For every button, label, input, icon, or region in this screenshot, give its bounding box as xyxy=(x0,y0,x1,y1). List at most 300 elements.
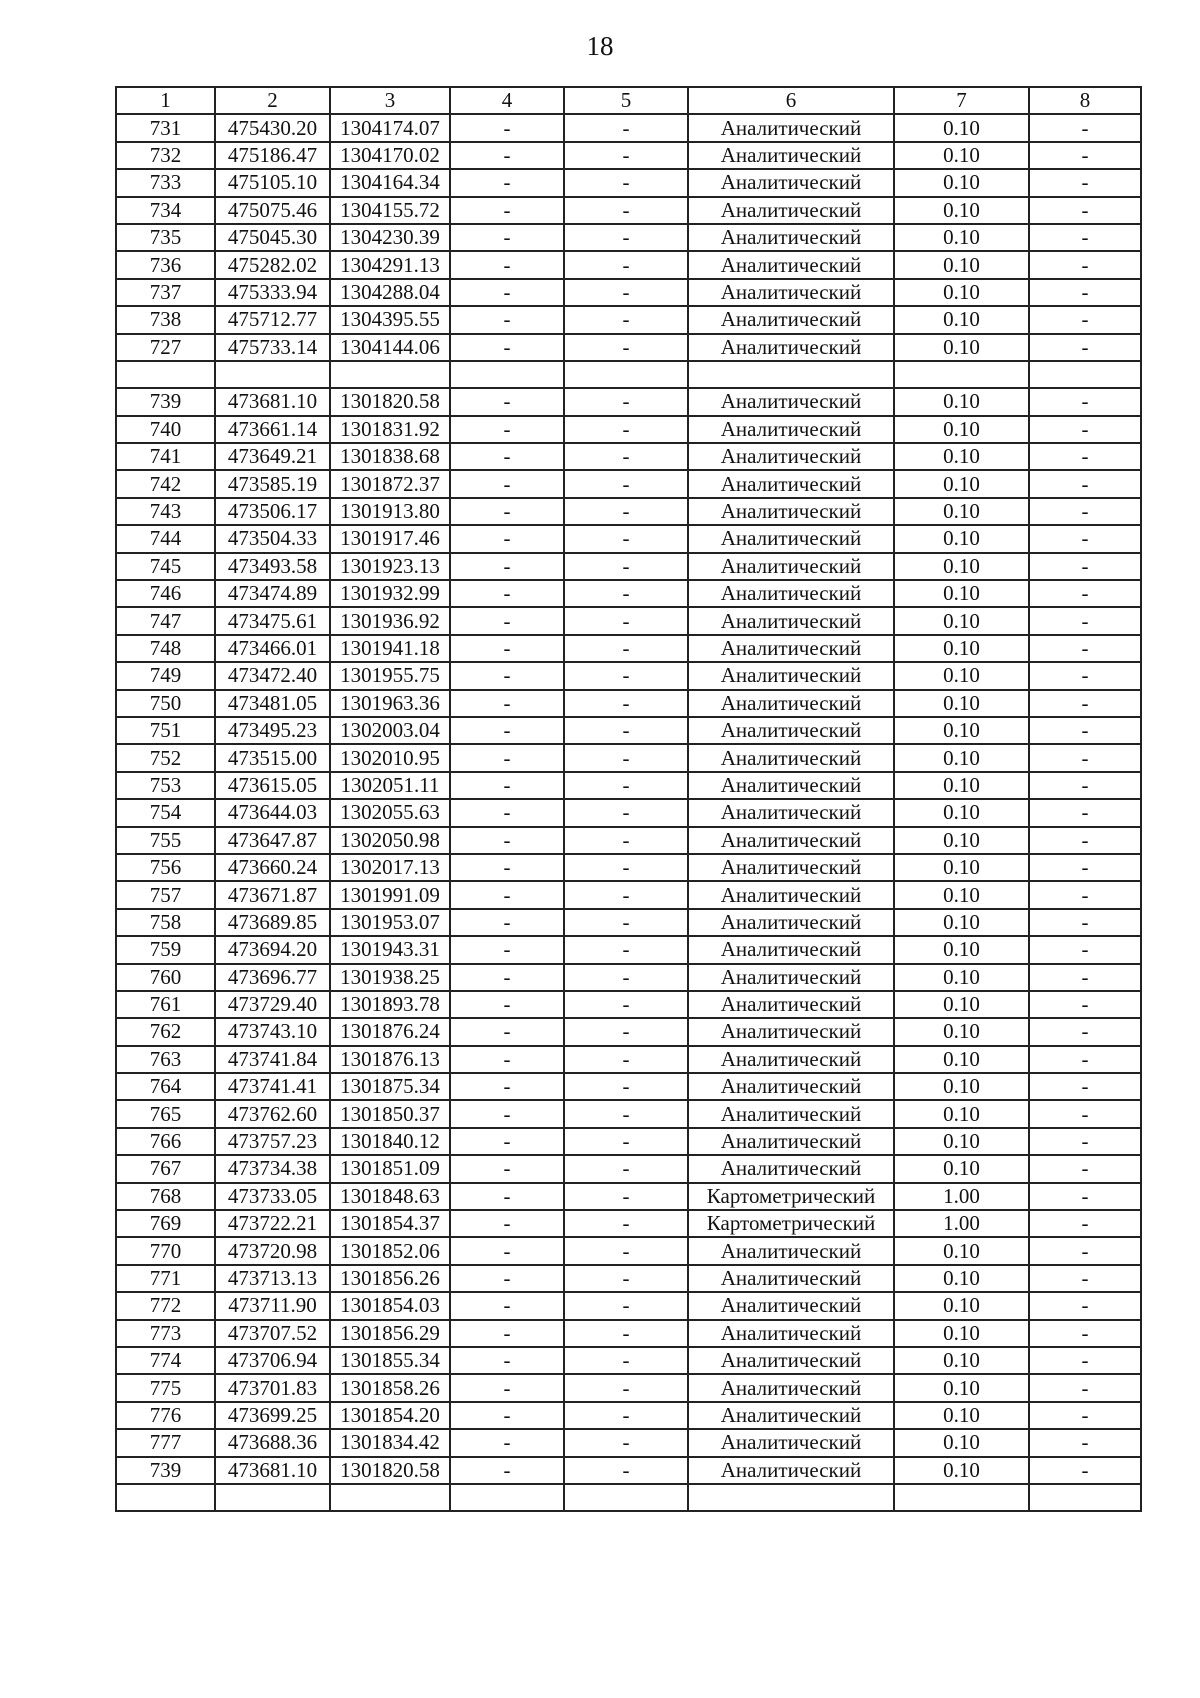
table-cell: - xyxy=(450,744,564,771)
column-header: 5 xyxy=(564,87,688,114)
table-cell: 746 xyxy=(116,580,215,607)
table-cell: Аналитический xyxy=(688,1155,894,1182)
table-row xyxy=(116,799,1141,826)
table-cell: 475282.02 xyxy=(215,251,330,278)
table-cell: - xyxy=(450,525,564,552)
table-cell: - xyxy=(1029,1374,1141,1401)
table-cell: 0.10 xyxy=(894,635,1029,662)
table-cell: 1301938.25 xyxy=(330,964,450,991)
table-cell: Аналитический xyxy=(688,1073,894,1100)
table-cell: - xyxy=(1029,607,1141,634)
table-cell: Аналитический xyxy=(688,854,894,881)
table-cell: - xyxy=(1029,197,1141,224)
table-cell: Аналитический xyxy=(688,717,894,744)
table-cell: - xyxy=(1029,443,1141,470)
table-cell xyxy=(215,1484,330,1511)
table-cell: - xyxy=(450,169,564,196)
table-cell: 0.10 xyxy=(894,553,1029,580)
table-cell: - xyxy=(1029,662,1141,689)
table-cell: - xyxy=(1029,142,1141,169)
table-cell: - xyxy=(450,114,564,141)
table-cell: - xyxy=(450,580,564,607)
table-cell: - xyxy=(564,1265,688,1292)
table-cell: - xyxy=(1029,1402,1141,1429)
table-cell: 1302051.11 xyxy=(330,772,450,799)
table-cell: 732 xyxy=(116,142,215,169)
table-cell: 743 xyxy=(116,498,215,525)
table-cell: - xyxy=(564,498,688,525)
table-cell: 473585.19 xyxy=(215,470,330,497)
table-cell: 1301953.07 xyxy=(330,909,450,936)
table-row xyxy=(116,936,1141,963)
table-row xyxy=(116,690,1141,717)
table-cell: 1.00 xyxy=(894,1183,1029,1210)
table-cell: - xyxy=(1029,964,1141,991)
table-cell: 0.10 xyxy=(894,306,1029,333)
table-cell: - xyxy=(450,799,564,826)
table-cell: 0.10 xyxy=(894,607,1029,634)
table-row xyxy=(116,1457,1141,1484)
table-cell: 1301875.34 xyxy=(330,1073,450,1100)
table-cell: - xyxy=(564,1402,688,1429)
column-header: 1 xyxy=(116,87,215,114)
table-row xyxy=(116,662,1141,689)
table-cell: 737 xyxy=(116,279,215,306)
table-cell: - xyxy=(450,1155,564,1182)
table-cell xyxy=(564,361,688,388)
table-cell: 763 xyxy=(116,1046,215,1073)
table-cell: 739 xyxy=(116,388,215,415)
table-row xyxy=(116,772,1141,799)
header-row xyxy=(116,87,1141,114)
table-cell: 757 xyxy=(116,881,215,908)
table-cell: 473729.40 xyxy=(215,991,330,1018)
table-cell: Аналитический xyxy=(688,553,894,580)
table-cell: - xyxy=(450,1237,564,1264)
table-cell: 0.10 xyxy=(894,416,1029,443)
table-cell: 473475.61 xyxy=(215,607,330,634)
table-cell: 1301820.58 xyxy=(330,1457,450,1484)
table-cell: - xyxy=(450,881,564,908)
table-cell: 751 xyxy=(116,717,215,744)
table-cell: - xyxy=(1029,1347,1141,1374)
table-row xyxy=(116,1046,1141,1073)
table-cell: 473720.98 xyxy=(215,1237,330,1264)
table-cell: - xyxy=(1029,991,1141,1018)
table-cell: - xyxy=(564,744,688,771)
table-cell: Аналитический xyxy=(688,772,894,799)
table-cell: Аналитический xyxy=(688,197,894,224)
table-cell: Аналитический xyxy=(688,1100,894,1127)
table-cell: - xyxy=(564,1237,688,1264)
table-cell: 1301856.26 xyxy=(330,1265,450,1292)
table-cell: Аналитический xyxy=(688,1374,894,1401)
table-cell: - xyxy=(564,142,688,169)
table-cell: - xyxy=(450,909,564,936)
table-cell: - xyxy=(564,416,688,443)
table-cell: - xyxy=(450,1128,564,1155)
table-cell: 749 xyxy=(116,662,215,689)
table-cell: 0.10 xyxy=(894,1292,1029,1319)
table-cell: 0.10 xyxy=(894,1128,1029,1155)
table-cell: - xyxy=(564,964,688,991)
table-cell: 1301852.06 xyxy=(330,1237,450,1264)
table-cell: - xyxy=(450,717,564,744)
table-cell: 1301876.13 xyxy=(330,1046,450,1073)
table-cell: - xyxy=(1029,580,1141,607)
table-cell: Аналитический xyxy=(688,1046,894,1073)
table-row xyxy=(116,498,1141,525)
table-cell: 0.10 xyxy=(894,881,1029,908)
table-cell: Аналитический xyxy=(688,224,894,251)
table-cell xyxy=(116,361,215,388)
table-cell: 0.10 xyxy=(894,1073,1029,1100)
table-row xyxy=(116,1429,1141,1456)
table-cell: 473649.21 xyxy=(215,443,330,470)
table-cell: Аналитический xyxy=(688,881,894,908)
table-cell: - xyxy=(1029,1429,1141,1456)
table-cell: 1301917.46 xyxy=(330,525,450,552)
table-cell: - xyxy=(1029,1100,1141,1127)
table-cell: 475186.47 xyxy=(215,142,330,169)
table-row xyxy=(116,1265,1141,1292)
table-row xyxy=(116,744,1141,771)
table-cell: - xyxy=(564,607,688,634)
table-cell: - xyxy=(450,1100,564,1127)
table-cell: 747 xyxy=(116,607,215,634)
table-row xyxy=(116,1402,1141,1429)
table-cell: 1301955.75 xyxy=(330,662,450,689)
table-cell: - xyxy=(564,224,688,251)
table-cell: - xyxy=(1029,1237,1141,1264)
table-cell: - xyxy=(450,142,564,169)
table-cell: 0.10 xyxy=(894,1429,1029,1456)
table-cell: - xyxy=(564,1100,688,1127)
table-cell: Картометрический xyxy=(688,1210,894,1237)
table-cell: - xyxy=(1029,1018,1141,1045)
table-cell: 769 xyxy=(116,1210,215,1237)
table-cell: 0.10 xyxy=(894,388,1029,415)
table-row xyxy=(116,1155,1141,1182)
empty-row xyxy=(116,361,1141,388)
table-cell: 1301840.12 xyxy=(330,1128,450,1155)
table-cell: 0.10 xyxy=(894,799,1029,826)
table-cell: 1301838.68 xyxy=(330,443,450,470)
table-cell: 739 xyxy=(116,1457,215,1484)
table-cell: 758 xyxy=(116,909,215,936)
table-cell: - xyxy=(1029,334,1141,361)
table-cell: 1304230.39 xyxy=(330,224,450,251)
table-cell: 473707.52 xyxy=(215,1320,330,1347)
table-cell: - xyxy=(1029,1292,1141,1319)
table-cell: Аналитический xyxy=(688,635,894,662)
table-row xyxy=(116,909,1141,936)
table-cell: - xyxy=(450,936,564,963)
table-cell: - xyxy=(1029,470,1141,497)
table-cell: 1301858.26 xyxy=(330,1374,450,1401)
table-cell: - xyxy=(564,717,688,744)
table-cell: - xyxy=(450,1429,564,1456)
table-cell: 766 xyxy=(116,1128,215,1155)
table-row xyxy=(116,1073,1141,1100)
table-cell: 756 xyxy=(116,854,215,881)
table-cell: Аналитический xyxy=(688,1429,894,1456)
table-cell: 473722.21 xyxy=(215,1210,330,1237)
table-cell: 1.00 xyxy=(894,1210,1029,1237)
table-cell: 473474.89 xyxy=(215,580,330,607)
table-cell: 776 xyxy=(116,1402,215,1429)
table-row xyxy=(116,279,1141,306)
table-cell: 768 xyxy=(116,1183,215,1210)
table-cell: - xyxy=(564,1320,688,1347)
table-cell xyxy=(894,1484,1029,1511)
table-cell: Аналитический xyxy=(688,251,894,278)
table-cell: - xyxy=(1029,717,1141,744)
table-cell: 1302010.95 xyxy=(330,744,450,771)
table-cell: - xyxy=(564,799,688,826)
table-cell: 0.10 xyxy=(894,854,1029,881)
table-cell: 0.10 xyxy=(894,224,1029,251)
table-cell: 473741.41 xyxy=(215,1073,330,1100)
table-cell: 473699.25 xyxy=(215,1402,330,1429)
table-cell: 473681.10 xyxy=(215,1457,330,1484)
table-cell: 1301913.80 xyxy=(330,498,450,525)
table-cell: 765 xyxy=(116,1100,215,1127)
table-cell: - xyxy=(450,279,564,306)
table-cell: - xyxy=(450,416,564,443)
table-cell: - xyxy=(564,1155,688,1182)
table-cell: 473515.00 xyxy=(215,744,330,771)
table-cell: Картометрический xyxy=(688,1183,894,1210)
table-cell: Аналитический xyxy=(688,1292,894,1319)
table-cell: - xyxy=(1029,1183,1141,1210)
table-cell: 473644.03 xyxy=(215,799,330,826)
table-cell: 0.10 xyxy=(894,1237,1029,1264)
table-cell: 473681.10 xyxy=(215,388,330,415)
table-cell: Аналитический xyxy=(688,470,894,497)
table-cell: - xyxy=(1029,1155,1141,1182)
table-cell: Аналитический xyxy=(688,690,894,717)
table-cell: - xyxy=(564,553,688,580)
table-cell: 1301851.09 xyxy=(330,1155,450,1182)
table-cell: - xyxy=(450,635,564,662)
table-cell: 752 xyxy=(116,744,215,771)
table-cell: - xyxy=(564,388,688,415)
table-cell: 0.10 xyxy=(894,197,1029,224)
table-row xyxy=(116,1292,1141,1319)
table-cell: 1301872.37 xyxy=(330,470,450,497)
table-cell: - xyxy=(1029,525,1141,552)
table-cell: - xyxy=(450,1320,564,1347)
table-row xyxy=(116,443,1141,470)
table-cell xyxy=(1029,1484,1141,1511)
table-cell: - xyxy=(564,690,688,717)
table-cell: 741 xyxy=(116,443,215,470)
table-cell: 1304144.06 xyxy=(330,334,450,361)
table-cell: - xyxy=(1029,498,1141,525)
table-row xyxy=(116,1237,1141,1264)
table-row xyxy=(116,717,1141,744)
table-cell: 759 xyxy=(116,936,215,963)
table-cell: - xyxy=(1029,881,1141,908)
table-cell: 1301820.58 xyxy=(330,388,450,415)
table-cell: - xyxy=(564,114,688,141)
table-cell: 1304291.13 xyxy=(330,251,450,278)
table-cell: - xyxy=(450,964,564,991)
table-cell: 0.10 xyxy=(894,1155,1029,1182)
table-cell: - xyxy=(564,662,688,689)
table-row xyxy=(116,1100,1141,1127)
table-cell: 473493.58 xyxy=(215,553,330,580)
table-cell: - xyxy=(1029,114,1141,141)
table-cell: 473733.05 xyxy=(215,1183,330,1210)
column-header: 7 xyxy=(894,87,1029,114)
table-cell: 735 xyxy=(116,224,215,251)
table-cell: - xyxy=(1029,772,1141,799)
table-cell: - xyxy=(564,827,688,854)
table-cell: - xyxy=(564,251,688,278)
column-header: 6 xyxy=(688,87,894,114)
table-cell: 727 xyxy=(116,334,215,361)
table-row xyxy=(116,224,1141,251)
table-cell: - xyxy=(450,224,564,251)
table-cell: - xyxy=(1029,388,1141,415)
table-cell: - xyxy=(450,662,564,689)
table-body xyxy=(116,114,1141,1511)
table-cell: 755 xyxy=(116,827,215,854)
empty-row xyxy=(116,1484,1141,1511)
table-cell: - xyxy=(564,991,688,1018)
table-cell: Аналитический xyxy=(688,1347,894,1374)
table-row xyxy=(116,854,1141,881)
table-cell: - xyxy=(564,197,688,224)
table-cell: 775 xyxy=(116,1374,215,1401)
table-cell: - xyxy=(450,443,564,470)
table-cell xyxy=(1029,361,1141,388)
table-cell: 473466.01 xyxy=(215,635,330,662)
table-cell: 0.10 xyxy=(894,169,1029,196)
table-cell: 473743.10 xyxy=(215,1018,330,1045)
table-cell: - xyxy=(450,1457,564,1484)
table-row xyxy=(116,881,1141,908)
table-cell: Аналитический xyxy=(688,964,894,991)
table-cell: - xyxy=(450,827,564,854)
table-cell: - xyxy=(564,1429,688,1456)
column-header: 2 xyxy=(215,87,330,114)
table-cell: - xyxy=(564,580,688,607)
table-cell: 1301854.20 xyxy=(330,1402,450,1429)
table-cell: - xyxy=(1029,827,1141,854)
table-row xyxy=(116,1128,1141,1155)
table-cell: 761 xyxy=(116,991,215,1018)
table-cell: 0.10 xyxy=(894,525,1029,552)
table-row xyxy=(116,607,1141,634)
page-number: 18 xyxy=(586,31,614,61)
table-cell: 473757.23 xyxy=(215,1128,330,1155)
table-cell: Аналитический xyxy=(688,991,894,1018)
table-cell: - xyxy=(450,991,564,1018)
table-cell: - xyxy=(450,1374,564,1401)
table-cell: 1301854.03 xyxy=(330,1292,450,1319)
table-cell: 0.10 xyxy=(894,580,1029,607)
table-cell: - xyxy=(1029,635,1141,662)
table-cell: - xyxy=(1029,306,1141,333)
table-cell: 0.10 xyxy=(894,717,1029,744)
table-cell: Аналитический xyxy=(688,114,894,141)
table-cell: - xyxy=(450,1183,564,1210)
table-cell: 1301831.92 xyxy=(330,416,450,443)
table-cell: 473615.05 xyxy=(215,772,330,799)
table-cell: - xyxy=(564,306,688,333)
table-cell: 473688.36 xyxy=(215,1429,330,1456)
table-cell: 1301848.63 xyxy=(330,1183,450,1210)
table-cell: 0.10 xyxy=(894,1265,1029,1292)
table-cell: Аналитический xyxy=(688,525,894,552)
table-cell: - xyxy=(564,936,688,963)
table-cell: 1301856.29 xyxy=(330,1320,450,1347)
table-cell: - xyxy=(1029,1457,1141,1484)
table-cell: 0.10 xyxy=(894,279,1029,306)
table-cell xyxy=(564,1484,688,1511)
table-row xyxy=(116,169,1141,196)
table-row xyxy=(116,416,1141,443)
table-cell: 0.10 xyxy=(894,690,1029,717)
table-cell: - xyxy=(564,334,688,361)
table-cell: 0.10 xyxy=(894,334,1029,361)
table-row xyxy=(116,334,1141,361)
table-cell: Аналитический xyxy=(688,1457,894,1484)
table-cell: - xyxy=(1029,1046,1141,1073)
table-cell: 744 xyxy=(116,525,215,552)
table-cell: - xyxy=(450,1265,564,1292)
table-cell: - xyxy=(1029,553,1141,580)
table-cell: 475045.30 xyxy=(215,224,330,251)
table-cell: 1301923.13 xyxy=(330,553,450,580)
table-cell: - xyxy=(1029,744,1141,771)
table-cell: - xyxy=(1029,799,1141,826)
table-cell xyxy=(116,1484,215,1511)
table-row xyxy=(116,114,1141,141)
table-cell: - xyxy=(1029,1210,1141,1237)
table-cell: 473495.23 xyxy=(215,717,330,744)
table-cell: - xyxy=(450,1292,564,1319)
table-cell: 475430.20 xyxy=(215,114,330,141)
table-cell: 1304164.34 xyxy=(330,169,450,196)
table-row xyxy=(116,1183,1141,1210)
table-cell: 1301932.99 xyxy=(330,580,450,607)
table-cell: Аналитический xyxy=(688,744,894,771)
table-cell: - xyxy=(564,470,688,497)
table-cell: 0.10 xyxy=(894,1457,1029,1484)
table-cell: - xyxy=(564,772,688,799)
table-cell: - xyxy=(450,1347,564,1374)
table-cell: 1304155.72 xyxy=(330,197,450,224)
table-cell: - xyxy=(1029,224,1141,251)
table-cell: Аналитический xyxy=(688,1018,894,1045)
table-cell: 473694.20 xyxy=(215,936,330,963)
table-cell: 1301941.18 xyxy=(330,635,450,662)
table-cell: 764 xyxy=(116,1073,215,1100)
table-cell: 1304395.55 xyxy=(330,306,450,333)
table-cell: 0.10 xyxy=(894,1046,1029,1073)
table-cell: - xyxy=(450,197,564,224)
table-cell: 1302017.13 xyxy=(330,854,450,881)
table-cell: 0.10 xyxy=(894,443,1029,470)
table-cell: 0.10 xyxy=(894,991,1029,1018)
table-cell: Аналитический xyxy=(688,142,894,169)
table-cell: 0.10 xyxy=(894,1347,1029,1374)
table-cell: Аналитический xyxy=(688,388,894,415)
